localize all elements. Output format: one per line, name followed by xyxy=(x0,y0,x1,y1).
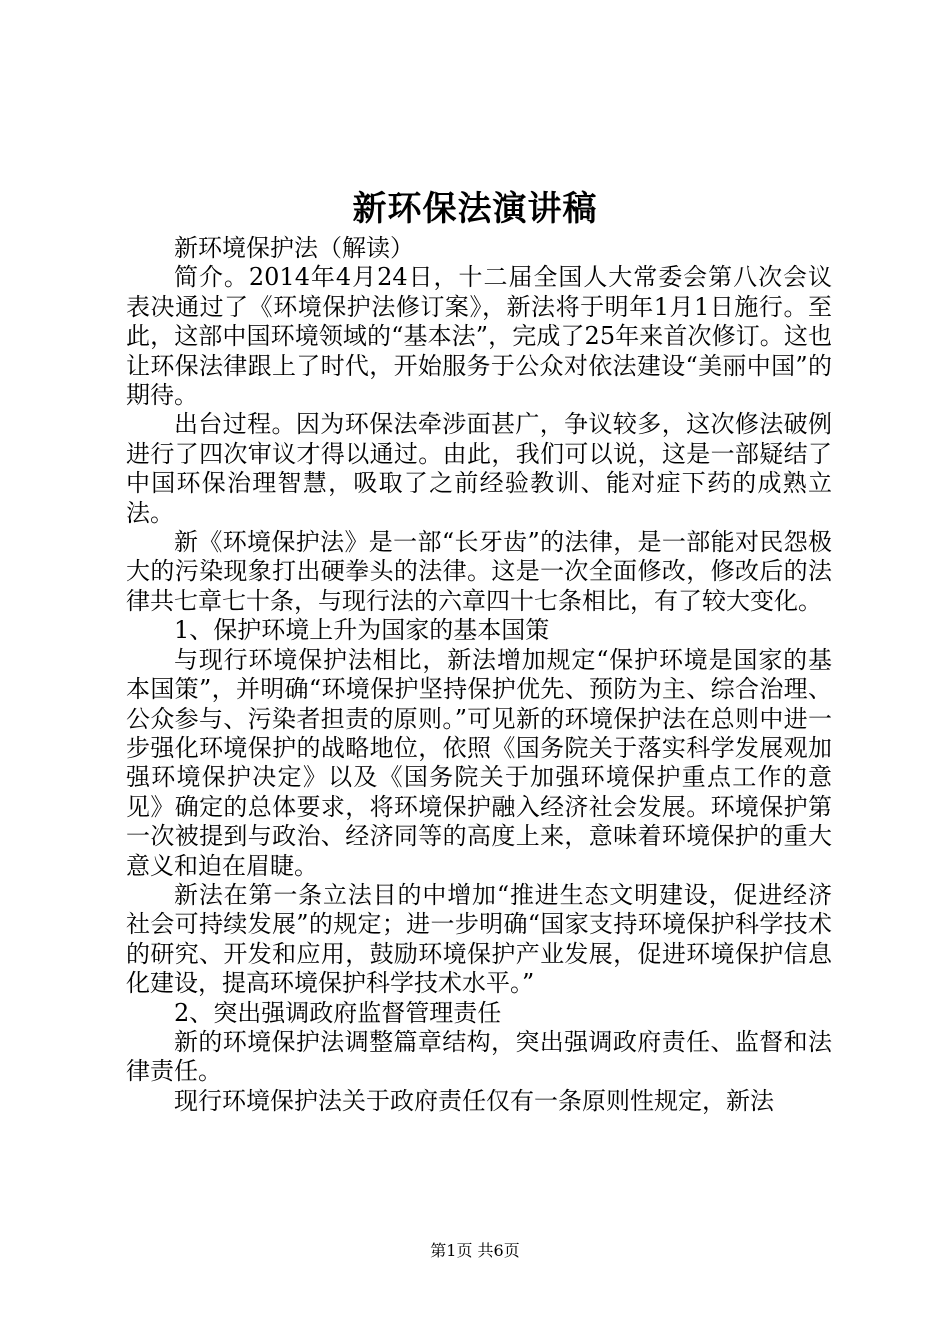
paragraph-process: 出台过程。因为环保法牵涉面甚广，争议较多，这次修法破例进行了四次审议才得以通过。由此，我们可以说，这是一部疑结了中国环保治理智慧，吸取了之前经验教训、能对症下药的成熟立法。 xyxy=(126,410,832,527)
paragraph-intro: 简介。2014年4月24日，十二届全国人大常委会第八次会议表决通过了《环境保护法修订案》，新法将于明年1月1日施行。至此，这部中国环境领域的“基本法”，完成了25年来首次修订。这也让环保法律跟上了时代，开始服务于公众对依法建设“美丽中国”的期待。 xyxy=(126,263,832,410)
document-body xyxy=(126,234,832,1116)
paragraph-policy: 与现行环境保护法相比，新法增加规定“保护环境是国家的基本国策”，并明确“环境保护坚持保护优先、预防为主、综合治理、公众参与、污染者担责的原则。”可见新的环境保护法在总则中进一步强化环境保护的战略地位，依照《国务院关于落实科学发展观加强环境保护决定》以及《国务院关于加强环境保护重点工作的意见》确定的总体要求，将环境保护融入经济社会发展。环境保护第一次被提到与政治、经济同等的高度上来，意味着环境保护的重大意义和迫在眉睫。 xyxy=(126,645,832,880)
section-heading-2: 2、突出强调政府监督管理责任 xyxy=(174,998,502,1027)
subtitle-line: 新环境保护法（解读） xyxy=(174,234,414,262)
document-title: 新环保法演讲稿 xyxy=(352,189,598,229)
paragraph-structure: 新的环境保护法调整篇章结构，突出强调政府责任、监督和法律责任。 xyxy=(126,1027,832,1086)
paragraph-overview: 新《环境保护法》是一部“长牙齿”的法律，是一部能对民怨极大的污染现象打出硬拳头的法律。这是一次全面修改，修改后的法律共七章七十条，与现行法的六章四十七条相比，有了较大变化。 xyxy=(126,528,832,615)
paragraph-responsibility: 现行环境保护法关于政府责任仅有一条原则性规定，新法 xyxy=(174,1086,774,1115)
page-number-footer: 第1页 共6页 xyxy=(430,1241,520,1260)
paragraph-purpose: 新法在第一条立法目的中增加“推进生态文明建设，促进经济社会可持续发展”的规定；进一步明确“国家支持环境保护科学技术的研究、开发和应用，鼓励环境保护产业发展，促进环境保护信息化建设，提高环境保护科学技术水平。” xyxy=(126,880,832,998)
section-heading-1: 1、保护环境上升为国家的基本国策 xyxy=(174,616,550,645)
